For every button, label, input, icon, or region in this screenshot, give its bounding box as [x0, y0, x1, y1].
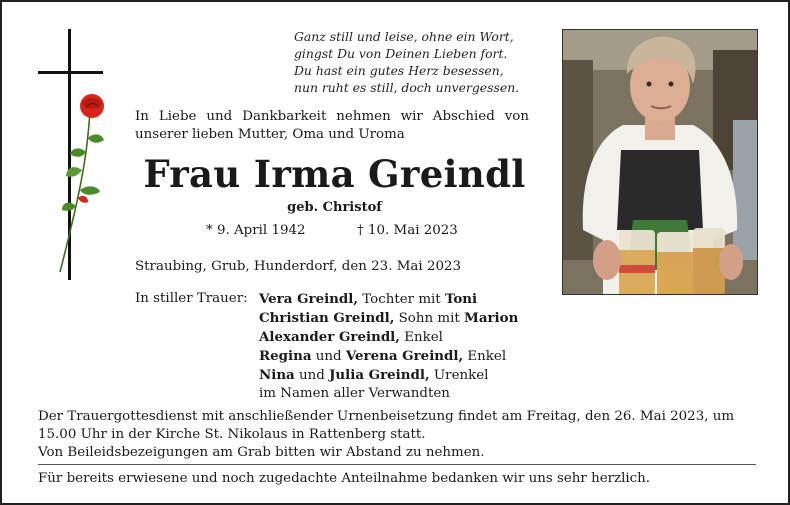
mourner-relation: und [311, 349, 346, 364]
mourner-row [259, 328, 518, 347]
mourner-row [259, 347, 518, 366]
mourner-row [259, 385, 518, 403]
mourner-list [259, 290, 518, 403]
death-date: † 10. Mai 2023 [357, 223, 458, 238]
poem-line: Du hast ein gutes Herz besessen, [294, 63, 504, 78]
mourner-relation: und [294, 368, 330, 383]
mourner-name: Verena Greindl, [345, 348, 464, 364]
deceased-name: Frau Irma Greindl [143, 152, 526, 196]
portrait-photo [562, 29, 758, 295]
intro-line: In Liebe und Dankbarkeit nehmen wir Abschied von [135, 109, 529, 124]
mourner-name: Nina [259, 367, 295, 383]
mourner-row [259, 290, 518, 309]
mourner-relation: Sohn mit [394, 311, 464, 326]
service-info [38, 408, 756, 462]
cross-beam [38, 71, 103, 74]
mourner-name: Regina [259, 348, 312, 364]
mourner-name: Vera Greindl, [259, 291, 359, 307]
poem [294, 28, 530, 96]
intro-text [135, 108, 529, 144]
mourner-name: Alexander Greindl, [259, 329, 400, 345]
portrait-image [563, 30, 757, 294]
mourner-name: Julia Greindl, [329, 367, 430, 383]
maiden-name: geb. Christof [287, 200, 382, 215]
mourner-name: Toni [444, 291, 478, 307]
mourner-relation: Urenkel [429, 368, 489, 383]
mourner-row [259, 309, 518, 328]
service-line: Der Trauergottesdienst mit anschließender Urnenbeisetzung findet am Freitag, den 26. Mai 2023, um [38, 409, 735, 424]
mourner-relation: Enkel [463, 349, 507, 364]
mourner-name: Christian Greindl, [259, 310, 395, 326]
mourner-relation: im Namen aller Verwandten [259, 386, 450, 401]
mourner-name: Marion [464, 310, 519, 326]
rose-icon [52, 94, 112, 274]
poem-line: gingst Du von Deinen Lieben fort. [294, 46, 508, 61]
divider [38, 464, 756, 465]
mourning-label: In stiller Trauer: [135, 291, 248, 306]
service-line: Von Beileidsbezeigungen am Grab bitten wir Abstand zu nehmen. [38, 445, 485, 460]
mourner-row [259, 366, 518, 385]
service-line: 15.00 Uhr in der Kirche St. Nikolaus in Rattenberg statt. [38, 427, 426, 442]
mourner-relation: Enkel [399, 330, 443, 345]
place-date: Straubing, Grub, Hunderdorf, den 23. Mai 2023 [135, 259, 462, 274]
mourner-relation: Tochter mit [358, 292, 445, 307]
poem-line: nun ruht es still, doch unvergessen. [294, 80, 520, 95]
intro-line: unserer lieben Mutter, Oma und Uroma [135, 127, 405, 142]
birth-date: * 9. April 1942 [206, 223, 306, 238]
thanks-text: Für bereits erwiesene und noch zugedachte Anteilnahme bedanken wir uns sehr herzlich. [38, 471, 651, 486]
poem-line: Ganz still und leise, ohne ein Wort, [294, 29, 514, 44]
